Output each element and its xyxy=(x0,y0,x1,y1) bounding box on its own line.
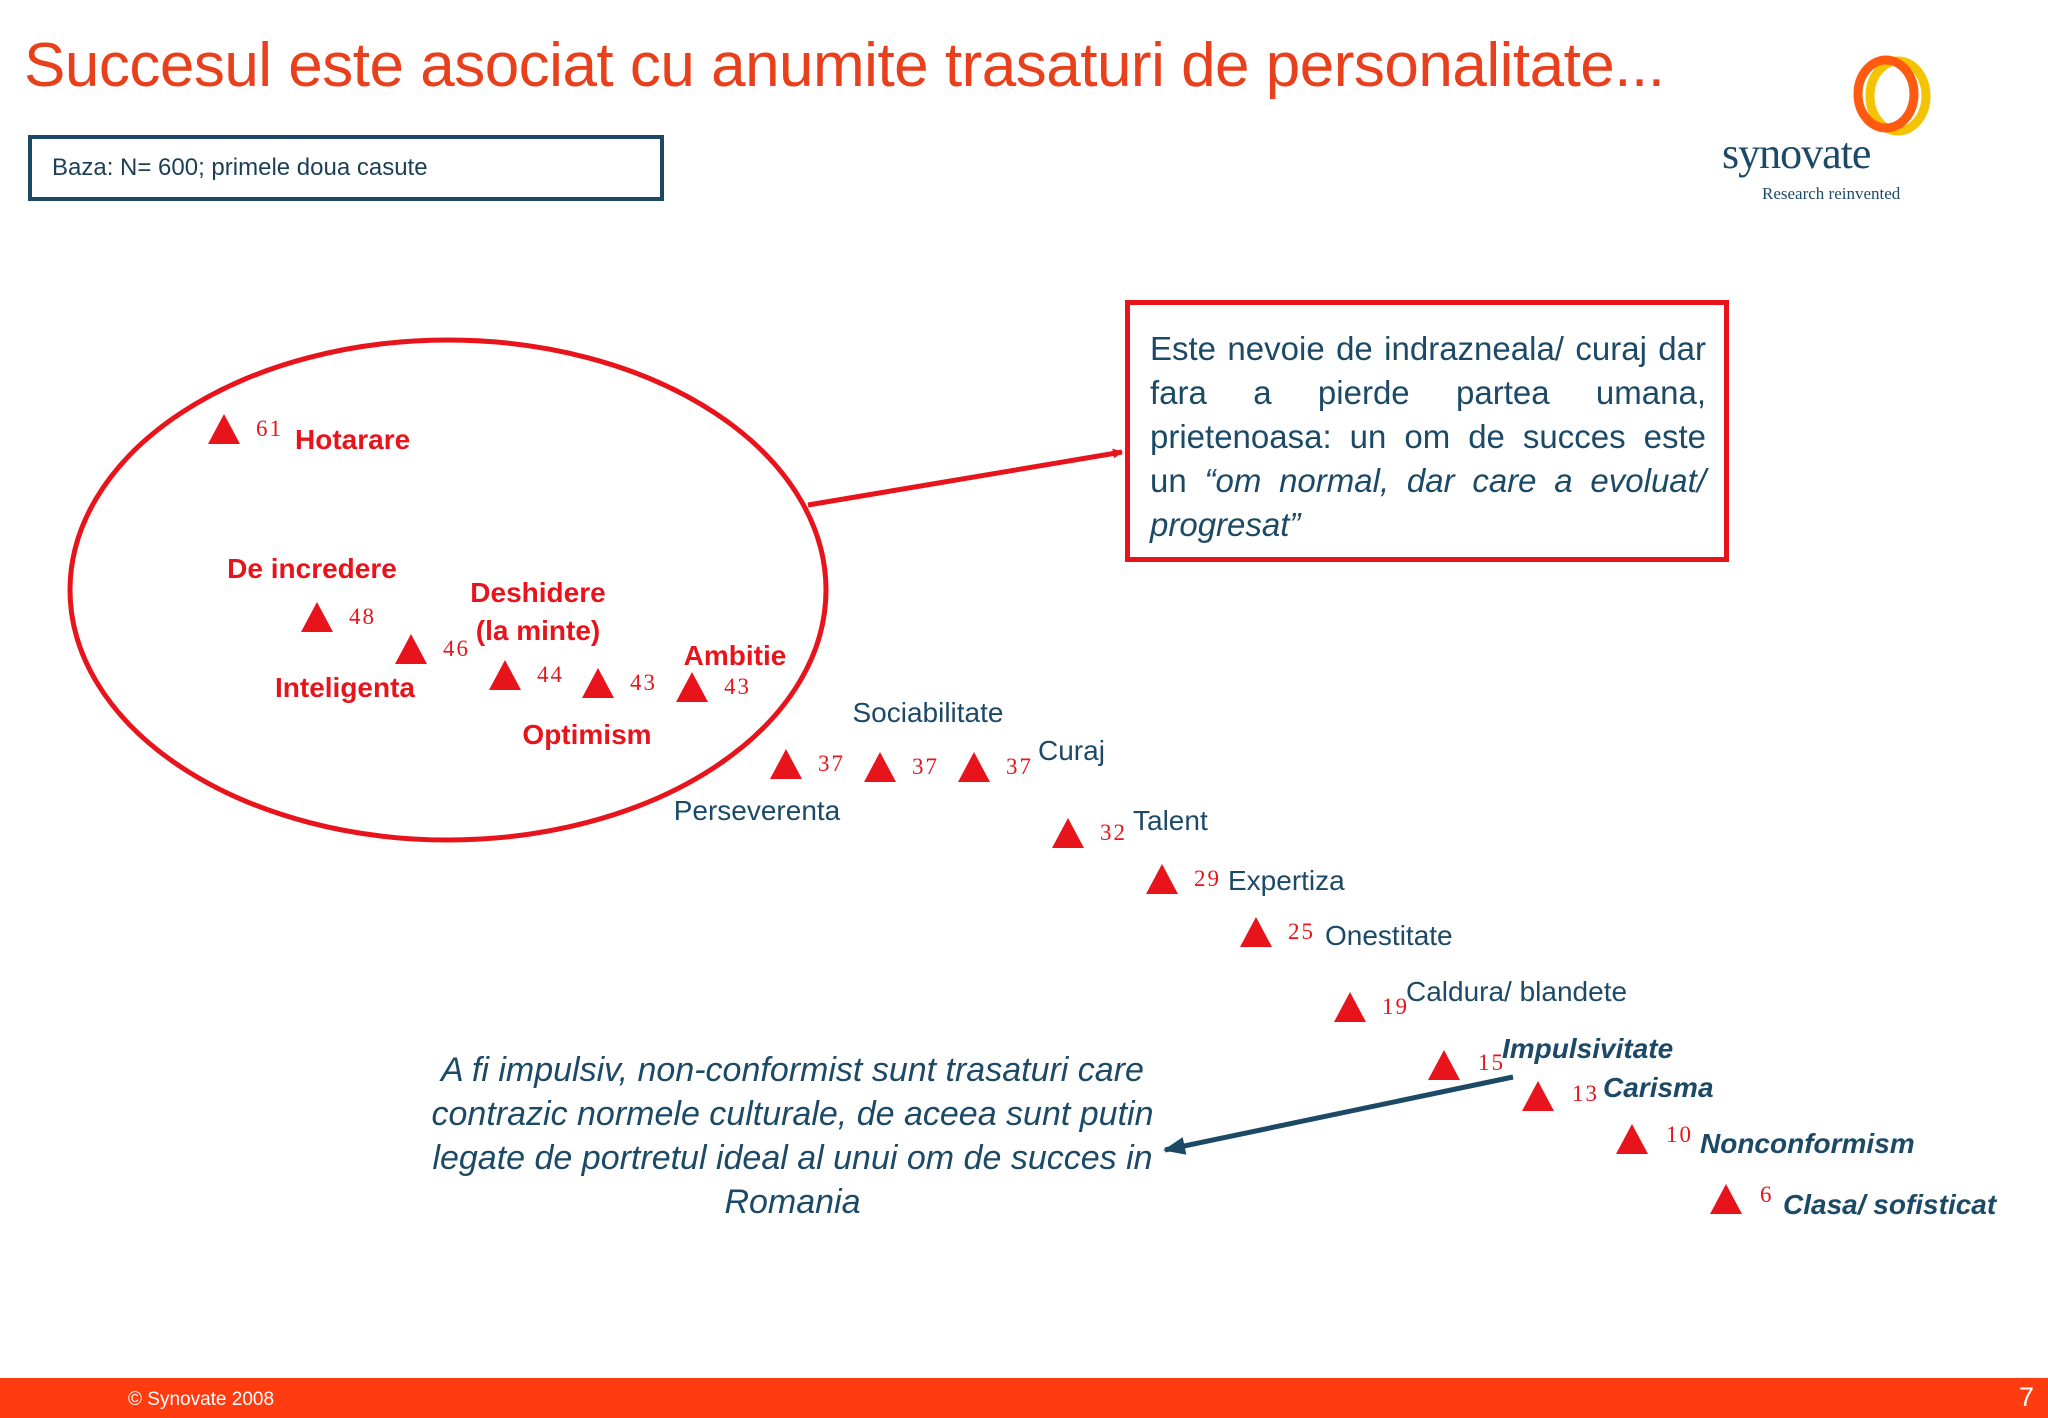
data-value-label: 37 xyxy=(818,751,845,776)
trait-label: Ambitie xyxy=(683,640,787,671)
callout-top-text: Este nevoie de indrazneala/ curaj dar fara a pierde partea umana, prietenoasa: un om de succes este un xyxy=(1150,330,1706,499)
data-value-label: 25 xyxy=(1288,919,1315,944)
data-value-label: 43 xyxy=(630,670,657,695)
data-point-marker xyxy=(864,752,896,782)
trait-label: Clasa/ sofisticat xyxy=(1783,1189,1997,1220)
data-value-label: 32 xyxy=(1100,820,1127,845)
data-point-marker xyxy=(1710,1184,1742,1214)
data-value-label: 44 xyxy=(537,662,564,687)
callout-top-quote: “om normal, dar care a evoluat/ progresat” xyxy=(1150,462,1707,543)
trait-label: Deshidere (la minte) xyxy=(470,577,606,646)
data-point-marker xyxy=(1052,818,1084,848)
data-value-label: 29 xyxy=(1194,866,1221,891)
trait-label: Curaj xyxy=(1038,735,1105,766)
trait-label: Carisma xyxy=(1603,1072,1714,1103)
trait-label: Perseverenta xyxy=(673,795,841,826)
data-value-label: 6 xyxy=(1760,1182,1774,1207)
data-value-label: 37 xyxy=(1006,754,1033,779)
data-value-label: 19 xyxy=(1382,994,1409,1019)
trait-label: Optimism xyxy=(522,719,652,750)
trait-label: Caldura/ blandete xyxy=(1406,976,1628,1007)
callout-arrow-top xyxy=(808,452,1122,505)
trait-label: Onestitate xyxy=(1325,920,1453,951)
trait-label: Expertiza xyxy=(1228,865,1345,896)
data-point-marker xyxy=(1616,1124,1648,1154)
data-point-marker xyxy=(395,634,427,664)
logo-wordmark: synovate xyxy=(1722,129,1871,178)
page-number: 7 xyxy=(2018,1382,2034,1412)
data-point-marker xyxy=(958,752,990,782)
callout-arrow-bottom xyxy=(1165,1077,1513,1150)
logo-tagline: Research reinvented xyxy=(1762,184,1901,203)
trait-label: De incredere xyxy=(227,553,397,584)
data-point-marker xyxy=(1522,1081,1554,1111)
data-point-marker xyxy=(1428,1050,1460,1080)
data-point-marker xyxy=(676,672,708,702)
data-value-label: 37 xyxy=(912,754,939,779)
data-point-marker xyxy=(1240,917,1272,947)
data-point-marker xyxy=(208,414,240,444)
data-value-label: 46 xyxy=(443,636,470,661)
data-value-label: 10 xyxy=(1666,1122,1693,1147)
trait-label: Talent xyxy=(1133,805,1208,836)
data-value-label: 48 xyxy=(349,604,376,629)
data-point-marker xyxy=(582,668,614,698)
trait-label: Hotarare xyxy=(295,424,411,455)
callout-text-bottom: A fi impulsiv, non-conformist sunt trasaturi care contrazic normele culturale, de aceea sunt putin legate de portretul ideal al unui om de succes in Romania xyxy=(431,1051,1154,1221)
data-value-label: 13 xyxy=(1572,1081,1599,1106)
trait-label: Nonconformism xyxy=(1700,1128,1915,1159)
footer-copyright: © Synovate 2008 xyxy=(128,1389,275,1410)
trait-label: Impulsivitate xyxy=(1502,1033,1674,1064)
data-value-label: 61 xyxy=(256,416,283,441)
data-value-label: 15 xyxy=(1478,1050,1505,1075)
top-traits-ellipse xyxy=(70,340,826,840)
data-point-marker xyxy=(301,602,333,632)
trait-label: Sociabilitate xyxy=(852,697,1004,728)
data-point-marker xyxy=(1334,992,1366,1022)
data-value-label: 43 xyxy=(724,674,751,699)
callout-box-top xyxy=(1125,300,1729,562)
trait-label: Inteligenta xyxy=(274,672,416,703)
footer-bar xyxy=(0,1378,2048,1418)
data-point-marker xyxy=(770,749,802,779)
slide-title: Succesul este asociat cu anumite trasaturi de personalitate... xyxy=(24,31,1665,100)
data-point-marker xyxy=(489,660,521,690)
base-note-text: Baza: N= 600; primele doua casute xyxy=(52,154,428,181)
data-point-marker xyxy=(1146,864,1178,894)
